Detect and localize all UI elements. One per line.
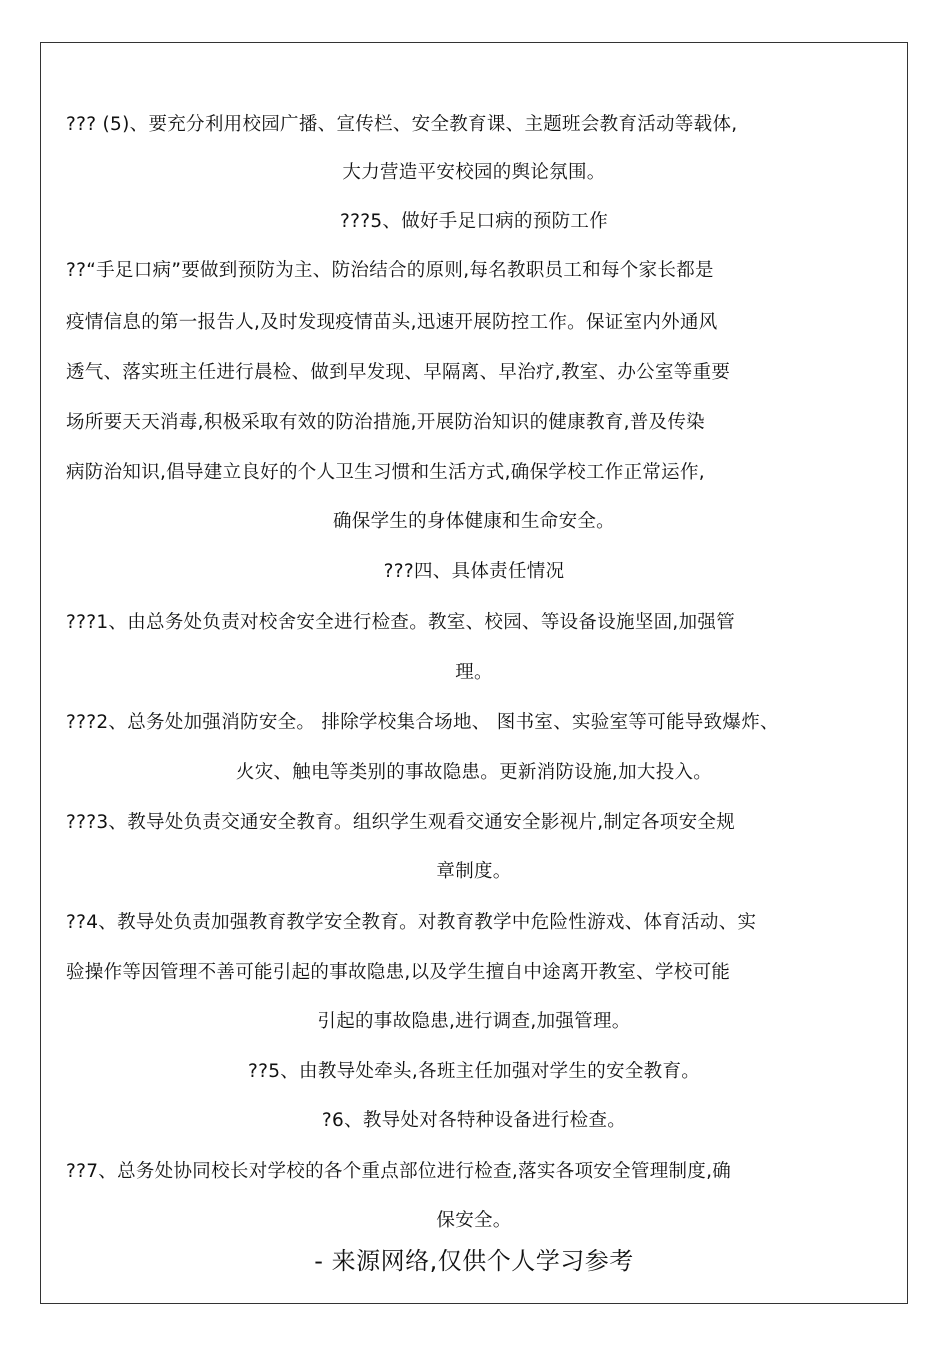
text-line: ???2、总务处加强消防安全。 排除学校集合场地、 图书室、实验室等可能导致爆炸、 xyxy=(66,712,779,733)
text-line: 场所要天天消毒,积极采取有效的防治措施,开展防治知识的健康教育,普及传染 xyxy=(66,412,705,433)
footer-note: - 来源网络,仅供个人学习参考 xyxy=(314,1247,634,1275)
text-line: ???3、教导处负责交通安全教育。组织学生观看交通安全影视片,制定各项安全规 xyxy=(66,812,736,833)
text-line: 保安全。 xyxy=(436,1210,512,1231)
section-heading: ???四、具体责任情况 xyxy=(383,561,565,582)
text-line: 确保学生的身体健康和生命安全。 xyxy=(332,511,615,532)
section-heading: ???5、做好手足口病的预防工作 xyxy=(339,211,609,232)
text-line: 透气、落实班主任进行晨检、做到早发现、早隔离、早治疗,教室、办公室等重要 xyxy=(66,362,731,383)
text-line: ??? (5)、要充分利用校园广播、宣传栏、安全教育课、主题班会教育活动等载体, xyxy=(66,114,738,135)
text-line: ??7、总务处协同校长对学校的各个重点部位进行检查,落实各项安全管理制度,确 xyxy=(66,1161,732,1182)
text-line: ?6、教导处对各特种设备进行检查。 xyxy=(321,1110,627,1131)
text-line: 大力营造平安校园的舆论氛围。 xyxy=(342,162,606,183)
text-line: 理。 xyxy=(455,662,493,683)
text-line: ???1、由总务处负责对校舍安全进行检查。教室、校园、等设备设施坚固,加强管 xyxy=(66,612,736,633)
text-line: 火灾、触电等类别的事故隐患。更新消防设施,加大投入。 xyxy=(235,762,713,783)
text-line: 验操作等因管理不善可能引起的事故隐患,以及学生擅自中途离开教室、学校可能 xyxy=(66,962,731,983)
text-line: ??“手足口病”要做到预防为主、防治结合的原则,每名教职员工和每个家长都是 xyxy=(66,260,714,281)
text-line: 章制度。 xyxy=(436,861,512,882)
text-line: 疫情信息的第一报告人,及时发现疫情苗头,迅速开展防控工作。保证室内外通风 xyxy=(66,312,718,333)
text-line: ??5、由教导处牵头,各班主任加强对学生的安全教育。 xyxy=(247,1061,701,1082)
text-line: 病防治知识,倡导建立良好的个人卫生习惯和生活方式,确保学校工作正常运作, xyxy=(66,462,705,483)
text-line: ??4、教导处负责加强教育教学安全教育。对教育教学中危险性游戏、体育活动、实 xyxy=(66,912,757,933)
text-line: 引起的事故隐患,进行调查,加强管理。 xyxy=(317,1011,631,1032)
